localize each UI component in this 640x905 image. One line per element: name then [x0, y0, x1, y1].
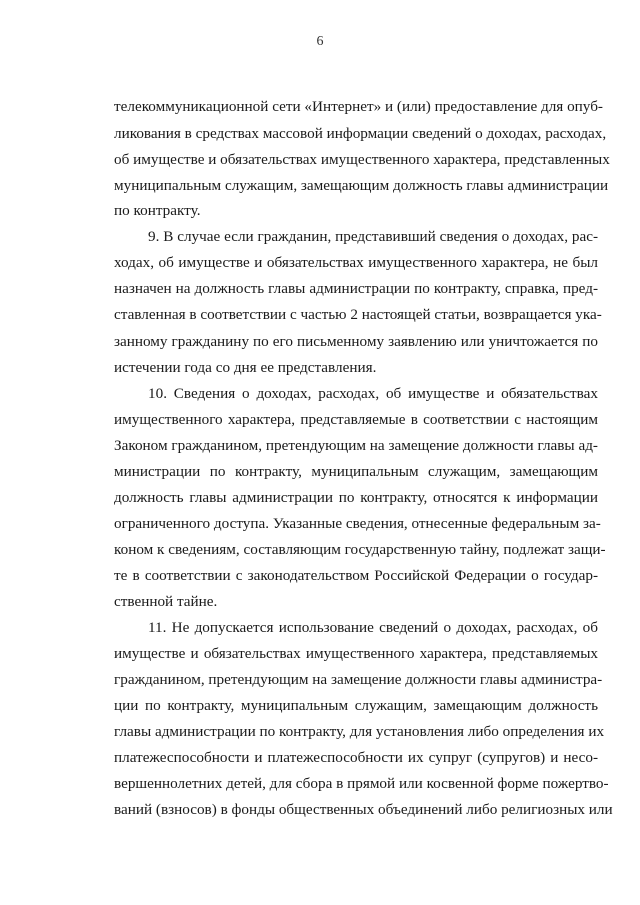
text-line: ограниченного доступа. Указанные сведения, отнесенные федеральным за- — [114, 515, 601, 532]
text-line: ции по контракту, муниципальным служащим, замещающим должность — [114, 697, 598, 714]
text-line: министрации по контракту, муниципальным служащим, замещающим — [114, 463, 598, 480]
text-line: по контракту. — [114, 202, 201, 219]
text-line: телекоммуникационной сети «Интернет» и (или) предоставление для опуб- — [114, 98, 603, 115]
text-line: назначен на должность главы администрации по контракту, справка, пред- — [114, 280, 598, 297]
text-line: ственной тайне. — [114, 593, 218, 610]
text-line: гражданином, претендующим на замещение должности главы администра- — [114, 671, 603, 688]
text-line: те в соответствии с законодательством Российской Федерации о государ- — [114, 567, 598, 584]
text-line: занному гражданину по его письменному заявлению или уничтожается по — [114, 333, 598, 350]
text-line: муниципальным служащим, замещающим должность главы администрации — [114, 177, 609, 194]
text-line: ваний (взносов) в фонды общественных объединений либо религиозных или — [114, 801, 613, 818]
text-line: Законом гражданином, претендующим на замещение должности главы ад- — [114, 437, 598, 454]
text-line: главы администрации по контракту, для установления либо определения их — [114, 723, 605, 740]
text-line: 9. В случае если гражданин, представивший сведения о доходах, рас- — [148, 228, 598, 245]
text-line: ходах, об имуществе и обязательствах имущественного характера, не был — [114, 254, 598, 271]
text-line: 11. Не допускается использование сведений о доходах, расходах, об — [148, 619, 598, 636]
text-line: об имуществе и обязательствах имущественного характера, представленных — [114, 151, 610, 168]
text-line: коном к сведениям, составляющим государственную тайну, подлежат защи- — [114, 541, 606, 558]
text-line: ставленная в соответствии с частью 2 настоящей статьи, возвращается ука- — [114, 306, 602, 323]
text-line: ликования в средствах массовой информации сведений о доходах, расходах, — [114, 125, 607, 142]
text-line: истечении года со дня ее представления. — [114, 359, 377, 376]
text-line: платежеспособности и платежеспособности их супруг (супругов) и несо- — [114, 749, 598, 766]
text-line: должность главы администрации по контракту, относятся к информации — [114, 489, 598, 506]
text-line: вершеннолетних детей, для сбора в прямой или косвенной форме пожертво- — [114, 775, 609, 792]
text-line: имущественного характера, представляемые в соответствии с настоящим — [114, 411, 598, 428]
text-line: 10. Сведения о доходах, расходах, об имуществе и обязательствах — [148, 385, 598, 402]
text-line: имуществе и обязательствах имущественного характера, представляемых — [114, 645, 598, 662]
page-number: 6 — [316, 34, 324, 49]
